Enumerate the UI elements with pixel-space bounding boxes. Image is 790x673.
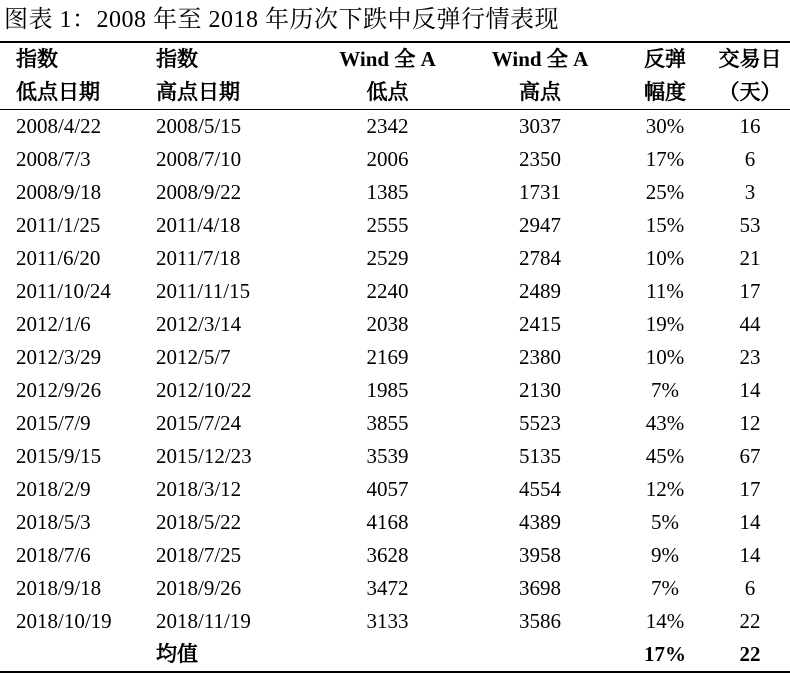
table-row: [0, 275, 790, 308]
cell-days: 6: [744, 147, 756, 171]
summary-empty-cell: [315, 638, 460, 671]
table-row: [0, 374, 790, 407]
header-days-line1: 交易日: [718, 47, 782, 71]
header-rebound-line1: 反弹: [644, 47, 686, 71]
table-row: [0, 440, 790, 473]
cell-days: 67: [739, 444, 761, 468]
chart-title: 图表 1：2008 年至 2018 年历次下跌中反弹行情表现: [4, 7, 559, 33]
cell-low-date: 2018/2/9: [16, 477, 91, 501]
cell-days: 16: [739, 114, 761, 138]
cell-days: 23: [739, 345, 761, 369]
cell-rebound: 9%: [651, 543, 679, 567]
cell-wind-low: 3628: [366, 543, 409, 567]
cell-high-date: 2018/5/22: [156, 510, 242, 534]
table-row: [0, 109, 790, 143]
cell-wind-low: 1985: [366, 378, 409, 402]
header-wind-high-line1: Wind 全 A: [491, 47, 589, 71]
cell-wind-high: 2784: [519, 246, 561, 270]
cell-high-date: 2018/9/26: [156, 576, 242, 600]
header-wind-high-line2: 高点: [519, 80, 561, 104]
summary-label: 均值: [156, 642, 198, 666]
cell-wind-low: 2006: [366, 147, 409, 171]
cell-low-date: 2008/7/3: [16, 147, 91, 171]
summary-rebound: 17%: [644, 642, 686, 666]
cell-wind-high: 3958: [519, 543, 561, 567]
cell-wind-high: 1731: [519, 180, 561, 204]
table-row: [0, 209, 790, 242]
cell-wind-high: 2489: [519, 279, 561, 303]
cell-low-date: 2011/1/25: [16, 213, 101, 237]
cell-wind-low: 4057: [366, 477, 409, 501]
table-row: [0, 605, 790, 638]
table-row: [0, 176, 790, 209]
cell-wind-high: 2947: [519, 213, 561, 237]
cell-rebound: 30%: [645, 114, 685, 138]
cell-high-date: 2015/7/24: [156, 411, 242, 435]
cell-low-date: 2015/7/9: [16, 411, 91, 435]
table-row: [0, 407, 790, 440]
cell-rebound: 17%: [645, 147, 685, 171]
cell-days: 14: [739, 378, 761, 402]
cell-high-date: 2011/4/18: [156, 213, 241, 237]
cell-wind-high: 3698: [519, 576, 561, 600]
table-row: [0, 506, 790, 539]
cell-high-date: 2015/12/23: [156, 444, 252, 468]
cell-high-date: 2008/9/22: [156, 180, 242, 204]
cell-wind-low: 2529: [366, 246, 409, 270]
table-row: [0, 242, 790, 275]
header-rebound-line2: 幅度: [644, 80, 686, 104]
cell-wind-high: 5523: [519, 411, 561, 435]
cell-days: 17: [739, 279, 761, 303]
cell-days: 6: [744, 576, 756, 600]
table-row: [0, 539, 790, 572]
cell-wind-high: 2380: [519, 345, 561, 369]
cell-wind-low: 2555: [366, 213, 409, 237]
cell-high-date: 2008/7/10: [156, 147, 242, 171]
table-row: [0, 341, 790, 374]
cell-low-date: 2018/5/3: [16, 510, 91, 534]
cell-wind-high: 2350: [519, 147, 561, 171]
cell-wind-low: 3539: [366, 444, 409, 468]
cell-wind-low: 2038: [366, 312, 409, 336]
cell-low-date: 2011/10/24: [16, 279, 111, 303]
cell-days: 17: [739, 477, 761, 501]
summary-empty-cell: [460, 638, 620, 671]
cell-rebound: 14%: [645, 609, 685, 633]
cell-days: 14: [739, 543, 761, 567]
cell-high-date: 2018/11/19: [156, 609, 251, 633]
cell-low-date: 2012/3/29: [16, 345, 102, 369]
cell-days: 3: [744, 180, 756, 204]
cell-rebound: 5%: [651, 510, 679, 534]
cell-rebound: 19%: [645, 312, 685, 336]
cell-days: 12: [739, 411, 761, 435]
cell-wind-high: 4389: [519, 510, 561, 534]
cell-days: 21: [739, 246, 761, 270]
cell-days: 14: [739, 510, 761, 534]
header-wind-low-line2: 低点: [366, 80, 409, 104]
cell-low-date: 2012/9/26: [16, 378, 102, 402]
header-wind-low-line1: Wind 全 A: [339, 47, 436, 71]
cell-rebound: 43%: [645, 411, 685, 435]
cell-wind-high: 3037: [519, 114, 561, 138]
cell-wind-high: 2415: [519, 312, 561, 336]
cell-wind-low: 1385: [366, 180, 409, 204]
header-days-line2: （天）: [718, 80, 782, 104]
cell-low-date: 2011/6/20: [16, 246, 101, 270]
cell-high-date: 2018/3/12: [156, 477, 242, 501]
cell-wind-low: 3472: [366, 576, 409, 600]
table-row: [0, 572, 790, 605]
cell-days: 44: [739, 312, 761, 336]
cell-wind-high: 3586: [519, 609, 561, 633]
rebound-table: [0, 43, 790, 671]
cell-low-date: 2018/10/19: [16, 609, 112, 633]
cell-rebound: 15%: [645, 213, 685, 237]
cell-wind-high: 2130: [519, 378, 561, 402]
cell-rebound: 7%: [651, 378, 679, 402]
cell-low-date: 2015/9/15: [16, 444, 102, 468]
cell-rebound: 45%: [645, 444, 685, 468]
cell-wind-low: 2169: [366, 345, 409, 369]
cell-high-date: 2018/7/25: [156, 543, 242, 567]
cell-low-date: 2012/1/6: [16, 312, 91, 336]
cell-days: 22: [739, 609, 761, 633]
cell-wind-high: 5135: [519, 444, 561, 468]
summary-row: [0, 638, 790, 671]
header-high-date-line2: 高点日期: [156, 80, 240, 104]
cell-high-date: 2011/11/15: [156, 279, 251, 303]
cell-rebound: 11%: [646, 279, 684, 303]
header-row-2: [0, 76, 790, 109]
summary-empty-cell: [0, 638, 150, 671]
cell-high-date: 2011/7/18: [156, 246, 241, 270]
cell-rebound: 10%: [645, 246, 685, 270]
header-low-date-line2: 低点日期: [16, 80, 100, 104]
cell-high-date: 2008/5/15: [156, 114, 242, 138]
cell-wind-low: 3133: [366, 609, 409, 633]
table-row: [0, 308, 790, 341]
cell-low-date: 2018/7/6: [16, 543, 91, 567]
cell-high-date: 2012/10/22: [156, 378, 252, 402]
cell-rebound: 10%: [645, 345, 685, 369]
cell-low-date: 2018/9/18: [16, 576, 102, 600]
cell-rebound: 25%: [645, 180, 685, 204]
cell-wind-low: 2342: [366, 114, 409, 138]
cell-wind-low: 4168: [366, 510, 409, 534]
table-row: [0, 143, 790, 176]
header-low-date-line1: 指数: [16, 47, 58, 71]
header-high-date-line1: 指数: [156, 47, 198, 71]
cell-wind-low: 3855: [366, 411, 409, 435]
cell-low-date: 2008/4/22: [16, 114, 102, 138]
header-row-1: [0, 43, 790, 76]
cell-rebound: 12%: [645, 477, 685, 501]
cell-wind-high: 4554: [519, 477, 561, 501]
cell-wind-low: 2240: [366, 279, 409, 303]
cell-high-date: 2012/5/7: [156, 345, 231, 369]
cell-low-date: 2008/9/18: [16, 180, 102, 204]
cell-days: 53: [739, 213, 761, 237]
summary-days: 22: [739, 642, 761, 666]
table-row: [0, 473, 790, 506]
cell-high-date: 2012/3/14: [156, 312, 242, 336]
cell-rebound: 7%: [651, 576, 679, 600]
